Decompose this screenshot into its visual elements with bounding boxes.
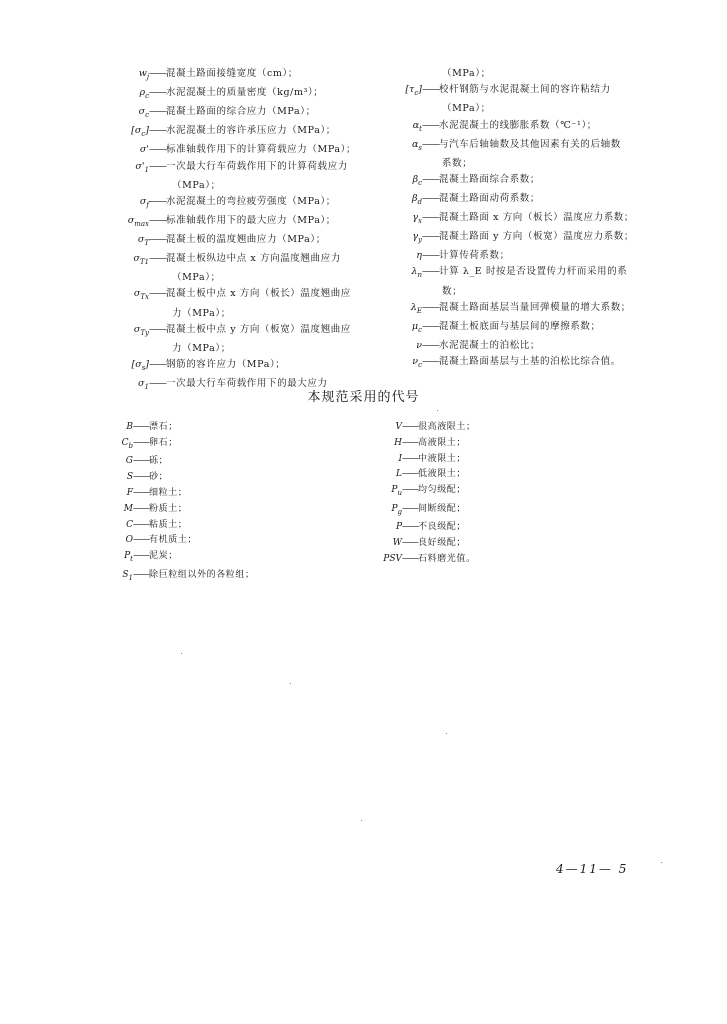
em-dash: —— <box>422 212 439 224</box>
description: 一次最大行车荷载作用下的最大应力 <box>166 378 328 390</box>
description: 有机质土； <box>149 535 198 546</box>
list-item <box>398 229 658 248</box>
list-item <box>398 66 658 82</box>
description: 细粒土； <box>149 487 188 498</box>
symbol: C <box>126 519 133 530</box>
description: 粉质土； <box>149 503 188 514</box>
list-item <box>112 341 392 357</box>
em-dash: —— <box>133 487 149 498</box>
list-item <box>112 104 392 123</box>
list-item <box>112 85 392 104</box>
list-item <box>117 502 255 518</box>
description: 砾； <box>149 456 169 467</box>
em-dash: —— <box>402 453 418 464</box>
symbol: $\nu_c$ <box>412 356 422 370</box>
list-item <box>112 357 392 376</box>
description: 混凝土板中点 x 方向（板长）温度翘曲应 <box>166 288 351 300</box>
symbol: M <box>123 503 133 514</box>
symbol: $P_t$ <box>124 551 133 563</box>
symbol: $\sigma'_1$ <box>135 160 149 174</box>
symbol: H <box>394 437 402 448</box>
list-item <box>398 300 658 319</box>
em-dash: —— <box>149 323 166 335</box>
description: 混凝土路面 x 方向（板长）温度应力系数； <box>439 212 634 224</box>
em-dash: —— <box>133 472 149 483</box>
description: 力（MPa）； <box>172 342 231 354</box>
scan-speck <box>290 683 291 684</box>
list-item <box>398 354 658 373</box>
description: 混凝土路面 y 方向（板宽）温度应力系数； <box>439 231 635 243</box>
list-item <box>117 549 255 568</box>
description: 不良级配； <box>418 522 467 533</box>
description: 水泥混凝土的线膨胀系数（℃⁻¹）； <box>439 119 597 131</box>
description: 混凝土板的温度翘曲应力（MPa）； <box>166 234 326 246</box>
symbol: $\beta_d$ <box>412 192 422 206</box>
em-dash: —— <box>133 551 149 562</box>
em-dash: —— <box>422 320 439 332</box>
em-dash: —— <box>149 214 166 226</box>
symbol: $\gamma_x$ <box>412 212 422 225</box>
em-dash: —— <box>402 437 418 448</box>
scan-speck <box>361 820 362 821</box>
description: 泥炭； <box>149 551 178 562</box>
list-item <box>117 518 255 534</box>
symbol: $\sigma_{T1}$ <box>133 253 149 267</box>
em-dash: —— <box>149 253 166 265</box>
em-dash: —— <box>133 519 149 530</box>
description: 中液限土； <box>418 453 467 464</box>
description: 混凝土路面接缝宽度（cm）； <box>166 68 298 79</box>
description: 混凝土板纵边中点 x 方向温度翘曲应力 <box>166 253 341 265</box>
symbol: $C_b$ <box>121 437 133 450</box>
em-dash: —— <box>149 195 166 207</box>
list-item <box>117 436 255 455</box>
description: 水泥混凝土的弯拉疲劳强度（MPa）； <box>166 195 336 207</box>
em-dash: —— <box>149 106 166 118</box>
list-item <box>117 486 255 502</box>
em-dash: —— <box>422 301 439 313</box>
description: 高液限土； <box>418 437 467 448</box>
list-item <box>378 420 476 436</box>
symbol: F <box>126 487 133 498</box>
description: 间断级配； <box>418 503 467 514</box>
list-item <box>112 286 392 305</box>
em-dash: —— <box>422 192 439 204</box>
symbol: B <box>126 422 133 432</box>
em-dash: —— <box>422 138 439 150</box>
description: （MPa）； <box>172 179 221 191</box>
symbol: $\sigma_1$ <box>138 378 149 392</box>
list-item <box>112 322 392 341</box>
description: 均匀级配； <box>418 485 467 496</box>
list-item <box>398 137 658 156</box>
list-item <box>398 248 658 264</box>
em-dash: —— <box>402 538 418 549</box>
description: 计算 λ_E 时按是否设置传力杆而采用的系 <box>439 266 628 278</box>
symbol: $\sigma_c$ <box>138 106 149 120</box>
code-list-left <box>117 420 255 586</box>
list-item <box>112 232 392 251</box>
symbol: $\alpha_s$ <box>411 138 422 152</box>
symbol: $[\tau_c]$ <box>405 84 422 98</box>
em-dash: —— <box>402 422 418 432</box>
description: 良好级配； <box>418 538 467 549</box>
symbol: $\sigma_T$ <box>137 234 149 247</box>
em-dash: —— <box>149 125 166 137</box>
description: （MPa）； <box>442 68 491 79</box>
symbol: $P_g$ <box>391 503 402 516</box>
description: （MPa）； <box>172 272 221 284</box>
scan-speck <box>661 862 662 863</box>
list-item <box>112 270 392 286</box>
symbol: I <box>398 453 402 464</box>
list-item <box>112 123 392 142</box>
list-item <box>378 520 476 536</box>
list-item <box>112 66 392 85</box>
em-dash: —— <box>149 378 166 390</box>
symbol: σ' <box>139 144 149 156</box>
description: 标准轴载作用下的计算荷载应力（MPa）； <box>166 144 357 156</box>
em-dash: —— <box>133 437 149 448</box>
em-dash: —— <box>149 288 166 300</box>
em-dash: —— <box>149 234 166 246</box>
description: 力（MPa）； <box>172 307 231 319</box>
description: 校杆钢筋与水泥混凝土间的容许粘结力 <box>439 84 611 96</box>
description: 钢筋的容许应力（MPa）； <box>166 359 286 371</box>
list-item <box>117 420 255 436</box>
list-item <box>112 251 392 270</box>
symbol: $\beta_c$ <box>412 173 422 187</box>
list-item <box>398 118 658 137</box>
description: 数； <box>442 285 463 297</box>
symbol: η <box>416 250 422 262</box>
description: 混凝土路面综合系数； <box>439 173 541 185</box>
list-item <box>112 142 392 158</box>
list-item <box>112 194 392 213</box>
em-dash: —— <box>422 173 439 185</box>
description: 标准轴载作用下的最大应力（MPa）； <box>166 214 336 226</box>
description: 除巨粒组以外的各粒组； <box>149 569 255 580</box>
symbol: $\lambda_n$ <box>411 266 422 280</box>
symbol: ν <box>416 339 422 351</box>
list-item <box>398 82 658 101</box>
symbol: $\mu_c$ <box>411 320 422 334</box>
symbol: L <box>396 469 402 480</box>
list-item <box>378 467 476 483</box>
list-item <box>378 483 476 502</box>
list-item <box>112 159 392 178</box>
page-number: 4—11— 5 <box>556 862 629 876</box>
description: 混凝土路面的综合应力（MPa）； <box>166 106 316 118</box>
list-item <box>117 470 255 486</box>
list-item <box>398 172 658 191</box>
symbol: $\sigma_{Tx}$ <box>133 288 149 302</box>
list-item <box>117 454 255 470</box>
description: 低液限土； <box>418 469 467 480</box>
em-dash: —— <box>149 144 166 156</box>
description: 水泥混凝土的泊松比； <box>439 339 541 351</box>
em-dash: —— <box>133 503 149 514</box>
em-dash: —— <box>402 485 418 496</box>
symbol: W <box>392 538 402 549</box>
symbol: $\gamma_y$ <box>412 231 422 245</box>
em-dash: —— <box>422 356 439 368</box>
symbol: $[\sigma_s]$ <box>131 359 149 372</box>
list-item <box>398 210 658 229</box>
description: 一次最大行车荷载作用下的计算荷载应力 <box>166 160 348 172</box>
description: 混凝土路面动荷系数； <box>439 192 541 204</box>
em-dash: —— <box>149 87 166 99</box>
em-dash: —— <box>422 250 439 262</box>
list-item <box>398 101 658 117</box>
description: 水泥混凝土的容许承压应力（MPa）； <box>166 125 336 137</box>
em-dash: —— <box>149 160 166 172</box>
description: 与汽车后轴轴数及其他因素有关的后轴数 <box>439 138 621 150</box>
symbol: $S_1$ <box>122 569 133 582</box>
description: 很高液限土； <box>418 422 476 432</box>
em-dash: —— <box>422 339 439 351</box>
symbol: G <box>125 456 133 467</box>
notation-list-left <box>112 66 392 395</box>
description: （MPa）； <box>442 103 491 115</box>
list-item <box>112 306 392 322</box>
description: 系数； <box>442 157 473 169</box>
symbol: $P_u$ <box>391 485 402 497</box>
em-dash: —— <box>402 469 418 480</box>
em-dash: —— <box>422 84 439 96</box>
list-item <box>117 568 255 587</box>
symbol: $\alpha_t$ <box>412 119 422 133</box>
symbol: PSV <box>383 553 402 564</box>
scan-speck <box>437 410 438 411</box>
description: 混凝土路面基层与土基的泊松比综合值。 <box>439 356 621 368</box>
list-item <box>398 191 658 210</box>
em-dash: —— <box>422 119 439 131</box>
list-item <box>398 284 658 300</box>
scan-speck <box>181 653 182 654</box>
list-item <box>398 264 658 283</box>
description: 混凝土板中点 y 方向（板宽）温度翘曲应 <box>166 323 351 335</box>
em-dash: —— <box>133 535 149 546</box>
description: 混凝土板底面与基层间的摩擦系数； <box>439 320 601 332</box>
em-dash: —— <box>402 553 418 564</box>
notation-list-right <box>398 66 658 373</box>
list-item <box>112 178 392 194</box>
symbol: $\rho_c$ <box>139 87 149 100</box>
symbol: $\sigma_f$ <box>139 195 149 209</box>
list-item <box>398 338 658 354</box>
list-item <box>378 436 476 452</box>
symbol: S <box>126 472 133 483</box>
list-item <box>378 502 476 521</box>
em-dash: —— <box>133 422 149 432</box>
em-dash: —— <box>133 569 149 580</box>
symbol: V <box>395 422 402 432</box>
list-item <box>378 536 476 552</box>
description: 混凝土路面基层当量回弹模量的增大系数； <box>439 301 631 313</box>
description: 水泥混凝土的质量密度（kg/m³）； <box>166 87 324 99</box>
em-dash: —— <box>149 68 166 79</box>
list-item <box>117 533 255 549</box>
symbol: $\sigma_{max}$ <box>127 214 149 228</box>
em-dash: —— <box>402 503 418 514</box>
scan-speck <box>446 733 447 734</box>
list-item <box>378 552 476 568</box>
code-list-right <box>378 420 476 568</box>
description: 漂石； <box>149 422 178 432</box>
description: 计算传荷系数； <box>439 250 510 262</box>
em-dash: —— <box>422 231 439 243</box>
section-title: 本规范采用的代号 <box>307 390 420 405</box>
list-item <box>112 213 392 232</box>
description: 砂； <box>149 472 169 483</box>
em-dash: —— <box>133 456 149 467</box>
em-dash: —— <box>422 266 439 278</box>
symbol: $\sigma_{Ty}$ <box>133 323 149 337</box>
symbol: $\lambda_E$ <box>410 301 422 315</box>
list-item <box>398 156 658 172</box>
symbol: $w_j$ <box>138 68 149 81</box>
description: 卵石； <box>149 437 178 448</box>
description: 石料磨光值。 <box>418 553 476 564</box>
symbol: O <box>125 535 133 546</box>
em-dash: —— <box>402 522 418 533</box>
list-item <box>398 319 658 338</box>
list-item <box>378 452 476 468</box>
symbol: P <box>395 522 402 533</box>
symbol: $[\sigma_c]$ <box>131 125 149 139</box>
description: 粘质土； <box>149 519 188 530</box>
em-dash: —— <box>149 359 166 371</box>
